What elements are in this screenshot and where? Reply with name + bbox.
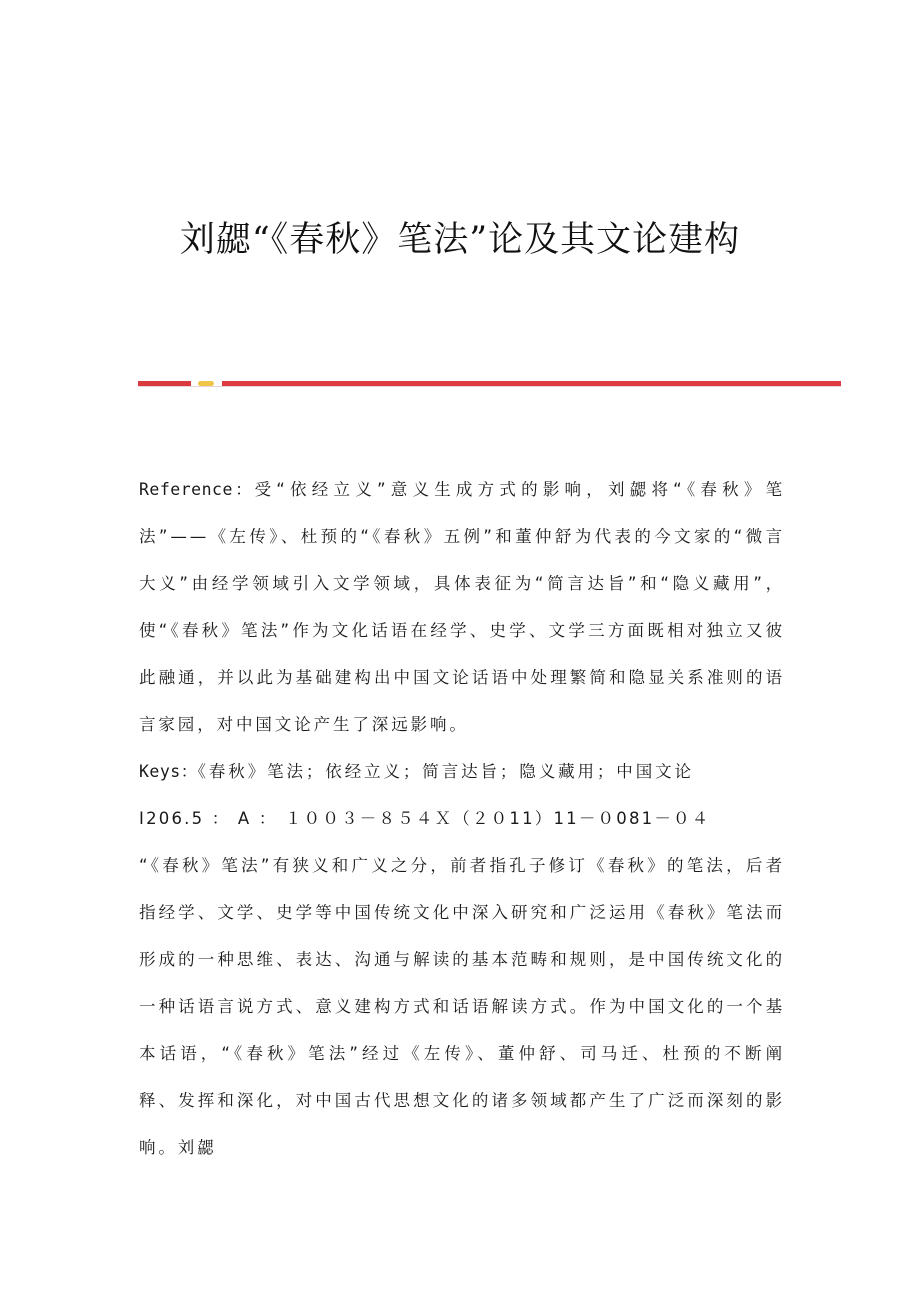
abstract-label: Reference： <box>139 480 255 499</box>
keywords-paragraph <box>139 748 785 795</box>
title-divider <box>138 381 841 387</box>
keywords-label: Keys： <box>139 762 198 781</box>
abstract-paragraph <box>139 466 785 748</box>
body-paragraph: “《春秋》笔法”有狭义和广义之分，前者指孔子修订《春秋》的笔法，后者指经学、文学、史学等中国传统文化中深入研究和广泛运用《春秋》笔法而形成的一种思维、表达、沟通与解读的基本范畴和规则，是中国传统文化的一种话语言说方式、意义建构方式和话语解读方式。作为中国文化的一个基本话语，“《春秋》笔法”经过《左传》、董仲舒、司马迁、杜预的不断阐释、发挥和深化，对中国古代思想文化的诸多领域都产生了广泛而深刻的影响。刘勰 <box>139 856 785 1157</box>
document-content <box>139 466 785 1171</box>
document-title: 刘勰“《春秋》笔法”论及其文论建构 <box>179 220 741 260</box>
abstract-text: 受“依经立义”意义生成方式的影响，刘勰将“《春秋》笔法”——《左传》、杜预的“《春秋》五例”和董仲舒为代表的今文家的“微言大义”由经学领域引入文学领域，具体表征为“简言达旨”和“隐义藏用”，使“《春秋》笔法”作为文化话语在经学、史学、文学三方面既相对独立又彼此融通，并以此为基础建构出中国文论话语中处理繁简和隐显关系准则的语言家园，对中国文论产生了深远影响。 <box>139 480 786 734</box>
classification-line: I206.5 ： A ： １００３－８５４Ｘ（２０11）11－０081－０４ <box>139 809 711 828</box>
keywords-text: 《春秋》笔法；依经立义；简言达旨；隐义藏用；中国文论 <box>197 762 694 781</box>
divider-shadow <box>138 386 841 387</box>
